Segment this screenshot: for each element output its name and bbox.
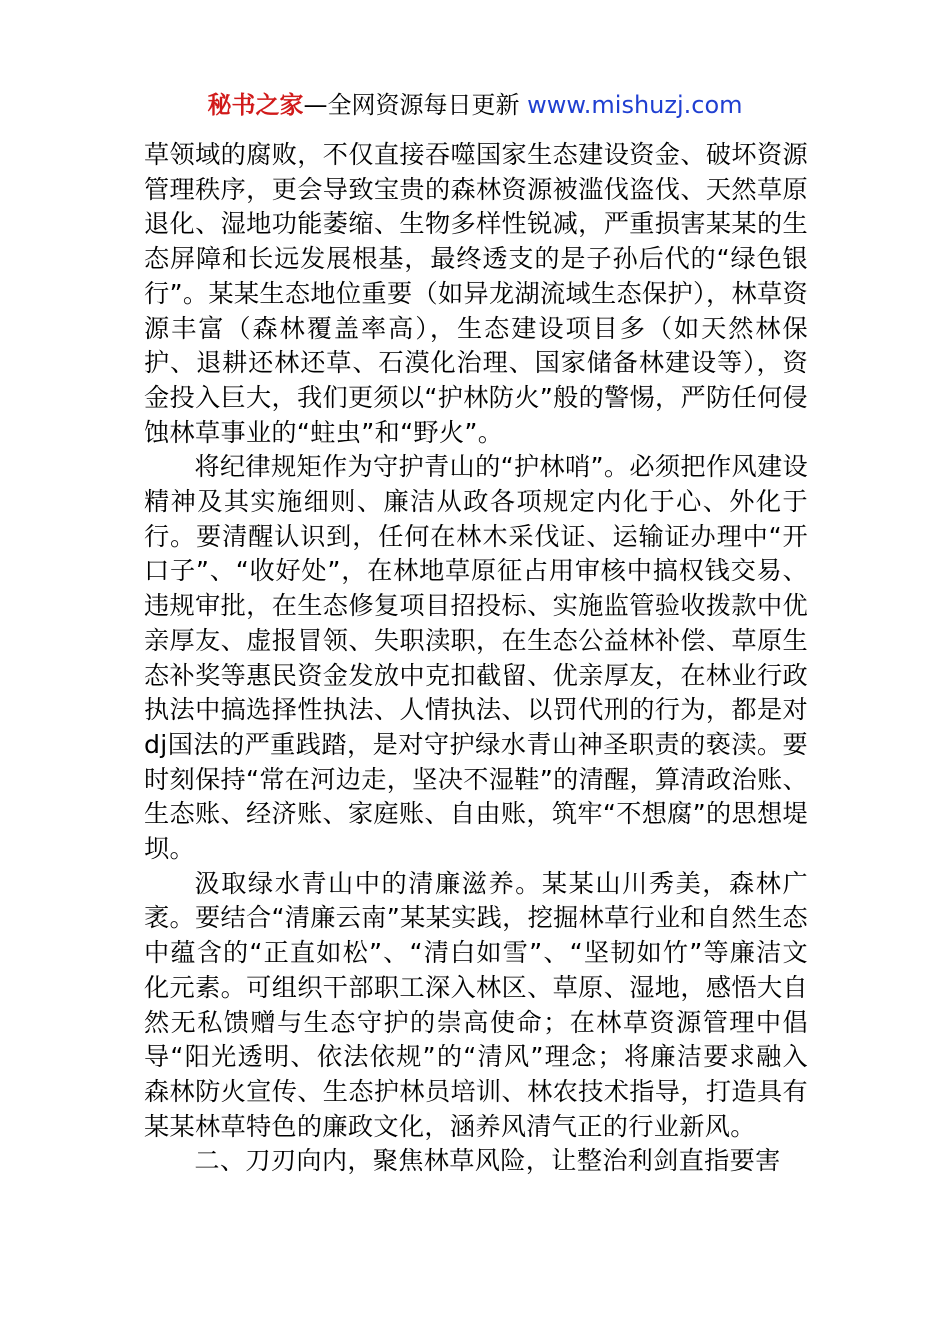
document-body [144,138,808,1179]
paragraph-clean-culture: 汲取绿水青山中的清廉滋养。某某山川秀美，森林广袤。要结合“清廉云南”某某实践，挖掘林草行业和自然生态中蕴含的“正直如松”、“清白如雪”、“坚韧如竹”等廉洁文化元素。可组织干部职工深入林区、草原、湿地，感悟大自然无私馈赠与生态守护的崇高使命；在林草资源管理中倡导“阳光透明、依法依规”的“清风”理念；将廉洁要求融入森林防火宣传、生态护林员培训、林农技术指导，打造具有某某林草特色的廉政文化，涵养风清气正的行业新风。 [144,868,808,1141]
paragraph-continued: 草领域的腐败，不仅直接吞噬国家生态建设资金、破坏资源管理秩序，更会导致宝贵的森林资源被滥伐盗伐、天然草原退化、湿地功能萎缩、生物多样性锐减，严重损害某某的生态屏障和长远发展根基，最终透支的是子孙后代的“绿色银行”。某某生态地位重要（如异龙湖流域生态保护），林草资源丰富（森林覆盖率高），生态建设项目多（如天然林保护、退耕还林还草、石漠化治理、国家储备林建设等），资金投入巨大，我们更须以“护林防火”般的警惕，严防任何侵蚀林草事业的“蛀虫”和“野火”。 [144,140,808,447]
paragraph-discipline-rules: 将纪律规矩作为守护青山的“护林哨”。必须把作风建设精神及其实施细则、廉洁从政各项规定内化于心、外化于行。要清醒认识到，任何在林木采伐证、运输证办理中“开口子”、“收好处”，在林地草原征占用审核中搞权钱交易、违规审批，在生态修复项目招投标、实施监管验收拨款中优亲厚友、虚报冒领、失职渎职，在生态公益林补偿、草原生态补奖等惠民资金发放中克扣截留、优亲厚友，在林业行政执法中搞选择性执法、人情执法、以罚代刑的行为，都是对dj国法的严重践踏，是对守护绿水青山神圣职责的亵渎。要时刻保持“常在河边走，坚决不湿鞋”的清醒，算清政治账、生态账、经济账、家庭账、自由账，筑牢“不想腐”的思想堤坝。 [144,452,808,864]
site-url[interactable]: www.mishuzj.com [527,91,743,119]
header-slogan: —全网资源每日更新 [303,91,520,119]
section-heading-2: 二、刀刃向内，聚焦林草风险，让整治利剑直指要害 [194,1146,781,1176]
page-header [0,88,950,122]
brand-name: 秘书之家 [207,91,304,119]
